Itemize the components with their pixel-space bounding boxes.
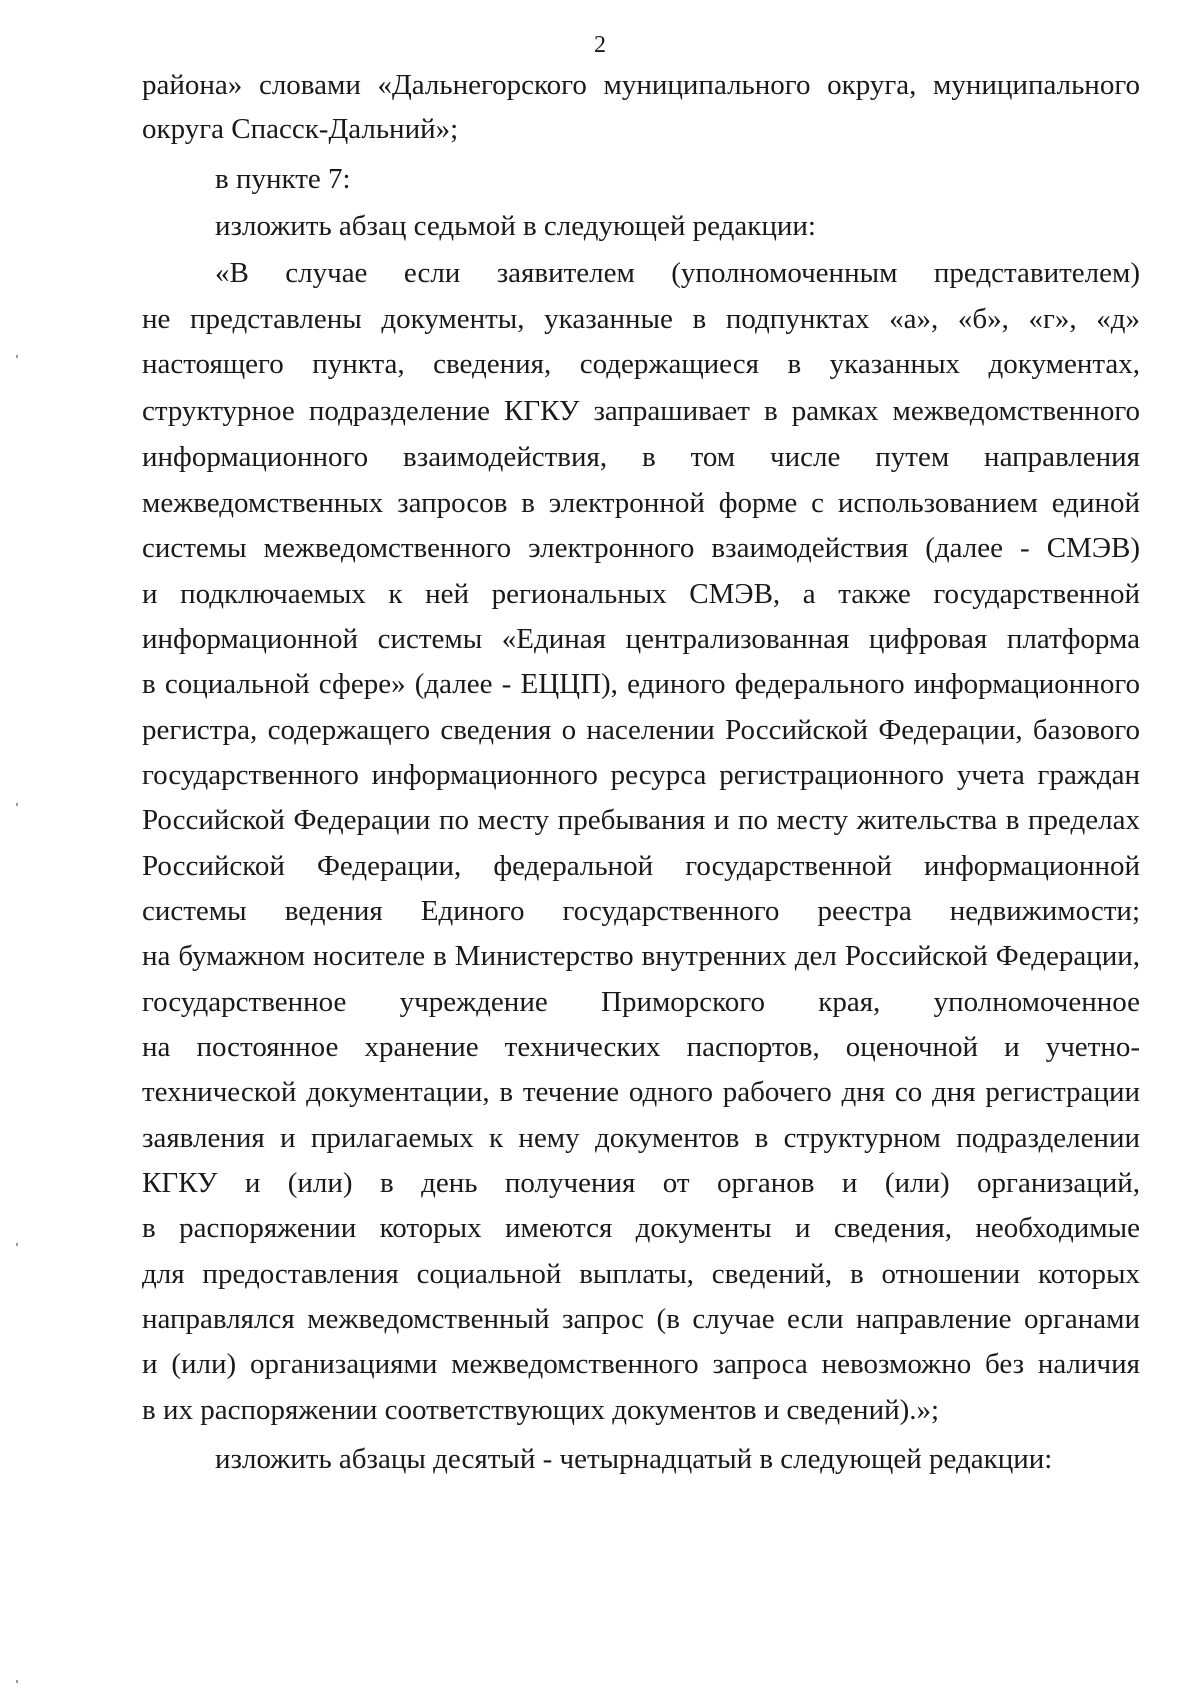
text-line: Российской Федерации по месту пребывания и по месту жительства в пределах — [142, 804, 1140, 836]
text-line: Российской Федерации, федеральной государственной информационной — [142, 850, 1140, 882]
text-line: регистра, содержащего сведения о населении Российской Федерации, базового — [142, 714, 1140, 746]
text-line: и подключаемых к ней региональных СМЭВ, а также государственной — [142, 578, 1140, 610]
text-line: государственного информационного ресурса регистрационного учета граждан — [142, 759, 1140, 791]
text-line: технической документации, в течение одного рабочего дня со дня регистрации — [142, 1076, 1140, 1108]
text-line: государственное учреждение Приморского края, уполномоченное — [142, 986, 1140, 1018]
text-line: «В случае если заявителем (уполномоченным представителем) — [215, 257, 1140, 289]
text-line: в пункте 7: — [215, 163, 351, 195]
text-line: информационного взаимодействия, в том числе путем направления — [142, 441, 1140, 473]
text-line: КГКУ и (или) в день получения от органов и (или) организаций, — [142, 1167, 1140, 1199]
text-line: направлялся межведомственный запрос (в случае если направление органами — [142, 1303, 1140, 1335]
text-line: заявления и прилагаемых к нему документов в структурном подразделении — [142, 1122, 1140, 1154]
text-line: в распоряжении которых имеются документы и сведения, необходимые — [142, 1212, 1140, 1244]
text-line: для предоставления социальной выплаты, сведений, в отношении которых — [142, 1258, 1140, 1290]
text-line: межведомственных запросов в электронной форме с использованием единой — [142, 487, 1140, 519]
text-line: не представлены документы, указанные в подпунктах «а», «б», «г», «д» — [142, 303, 1140, 335]
text-line: системы ведения Единого государственного реестра недвижимости; — [142, 895, 1140, 927]
text-line: и (или) организациями межведомственного запроса невозможно без наличия — [142, 1348, 1140, 1380]
text-line: информационной системы «Единая централизованная цифровая платформа — [142, 623, 1140, 655]
text-line: системы межведомственного электронного взаимодействия (далее - СМЭВ) — [142, 532, 1140, 564]
scan-mark — [16, 1243, 18, 1246]
scan-mark — [16, 355, 18, 358]
text-line: округа Спасск-Дальний»; — [142, 113, 459, 145]
page-number: 2 — [594, 32, 606, 58]
text-line: структурное подразделение КГКУ запрашивает в рамках межведомственного — [142, 395, 1140, 427]
scan-mark — [16, 803, 18, 806]
text-line: района» словами «Дальнегорского муниципального округа, муниципального — [142, 69, 1140, 101]
text-line: изложить абзац седьмой в следующей редакции: — [215, 210, 816, 242]
text-line: изложить абзацы десятый - четырнадцатый в следующей редакции: — [215, 1443, 1053, 1475]
text-line: в социальной сфере» (далее - ЕЦЦП), единого федерального информационного — [142, 668, 1140, 700]
text-line: в их распоряжении соответствующих документов и сведений).»; — [142, 1394, 940, 1426]
text-line: на постоянное хранение технических паспортов, оценочной и учетно- — [142, 1031, 1140, 1063]
text-line: настоящего пункта, сведения, содержащиеся в указанных документах, — [142, 348, 1140, 380]
text-line: на бумажном носителе в Министерство внутренних дел Российской Федерации, — [142, 940, 1140, 972]
scan-mark — [16, 1680, 18, 1683]
